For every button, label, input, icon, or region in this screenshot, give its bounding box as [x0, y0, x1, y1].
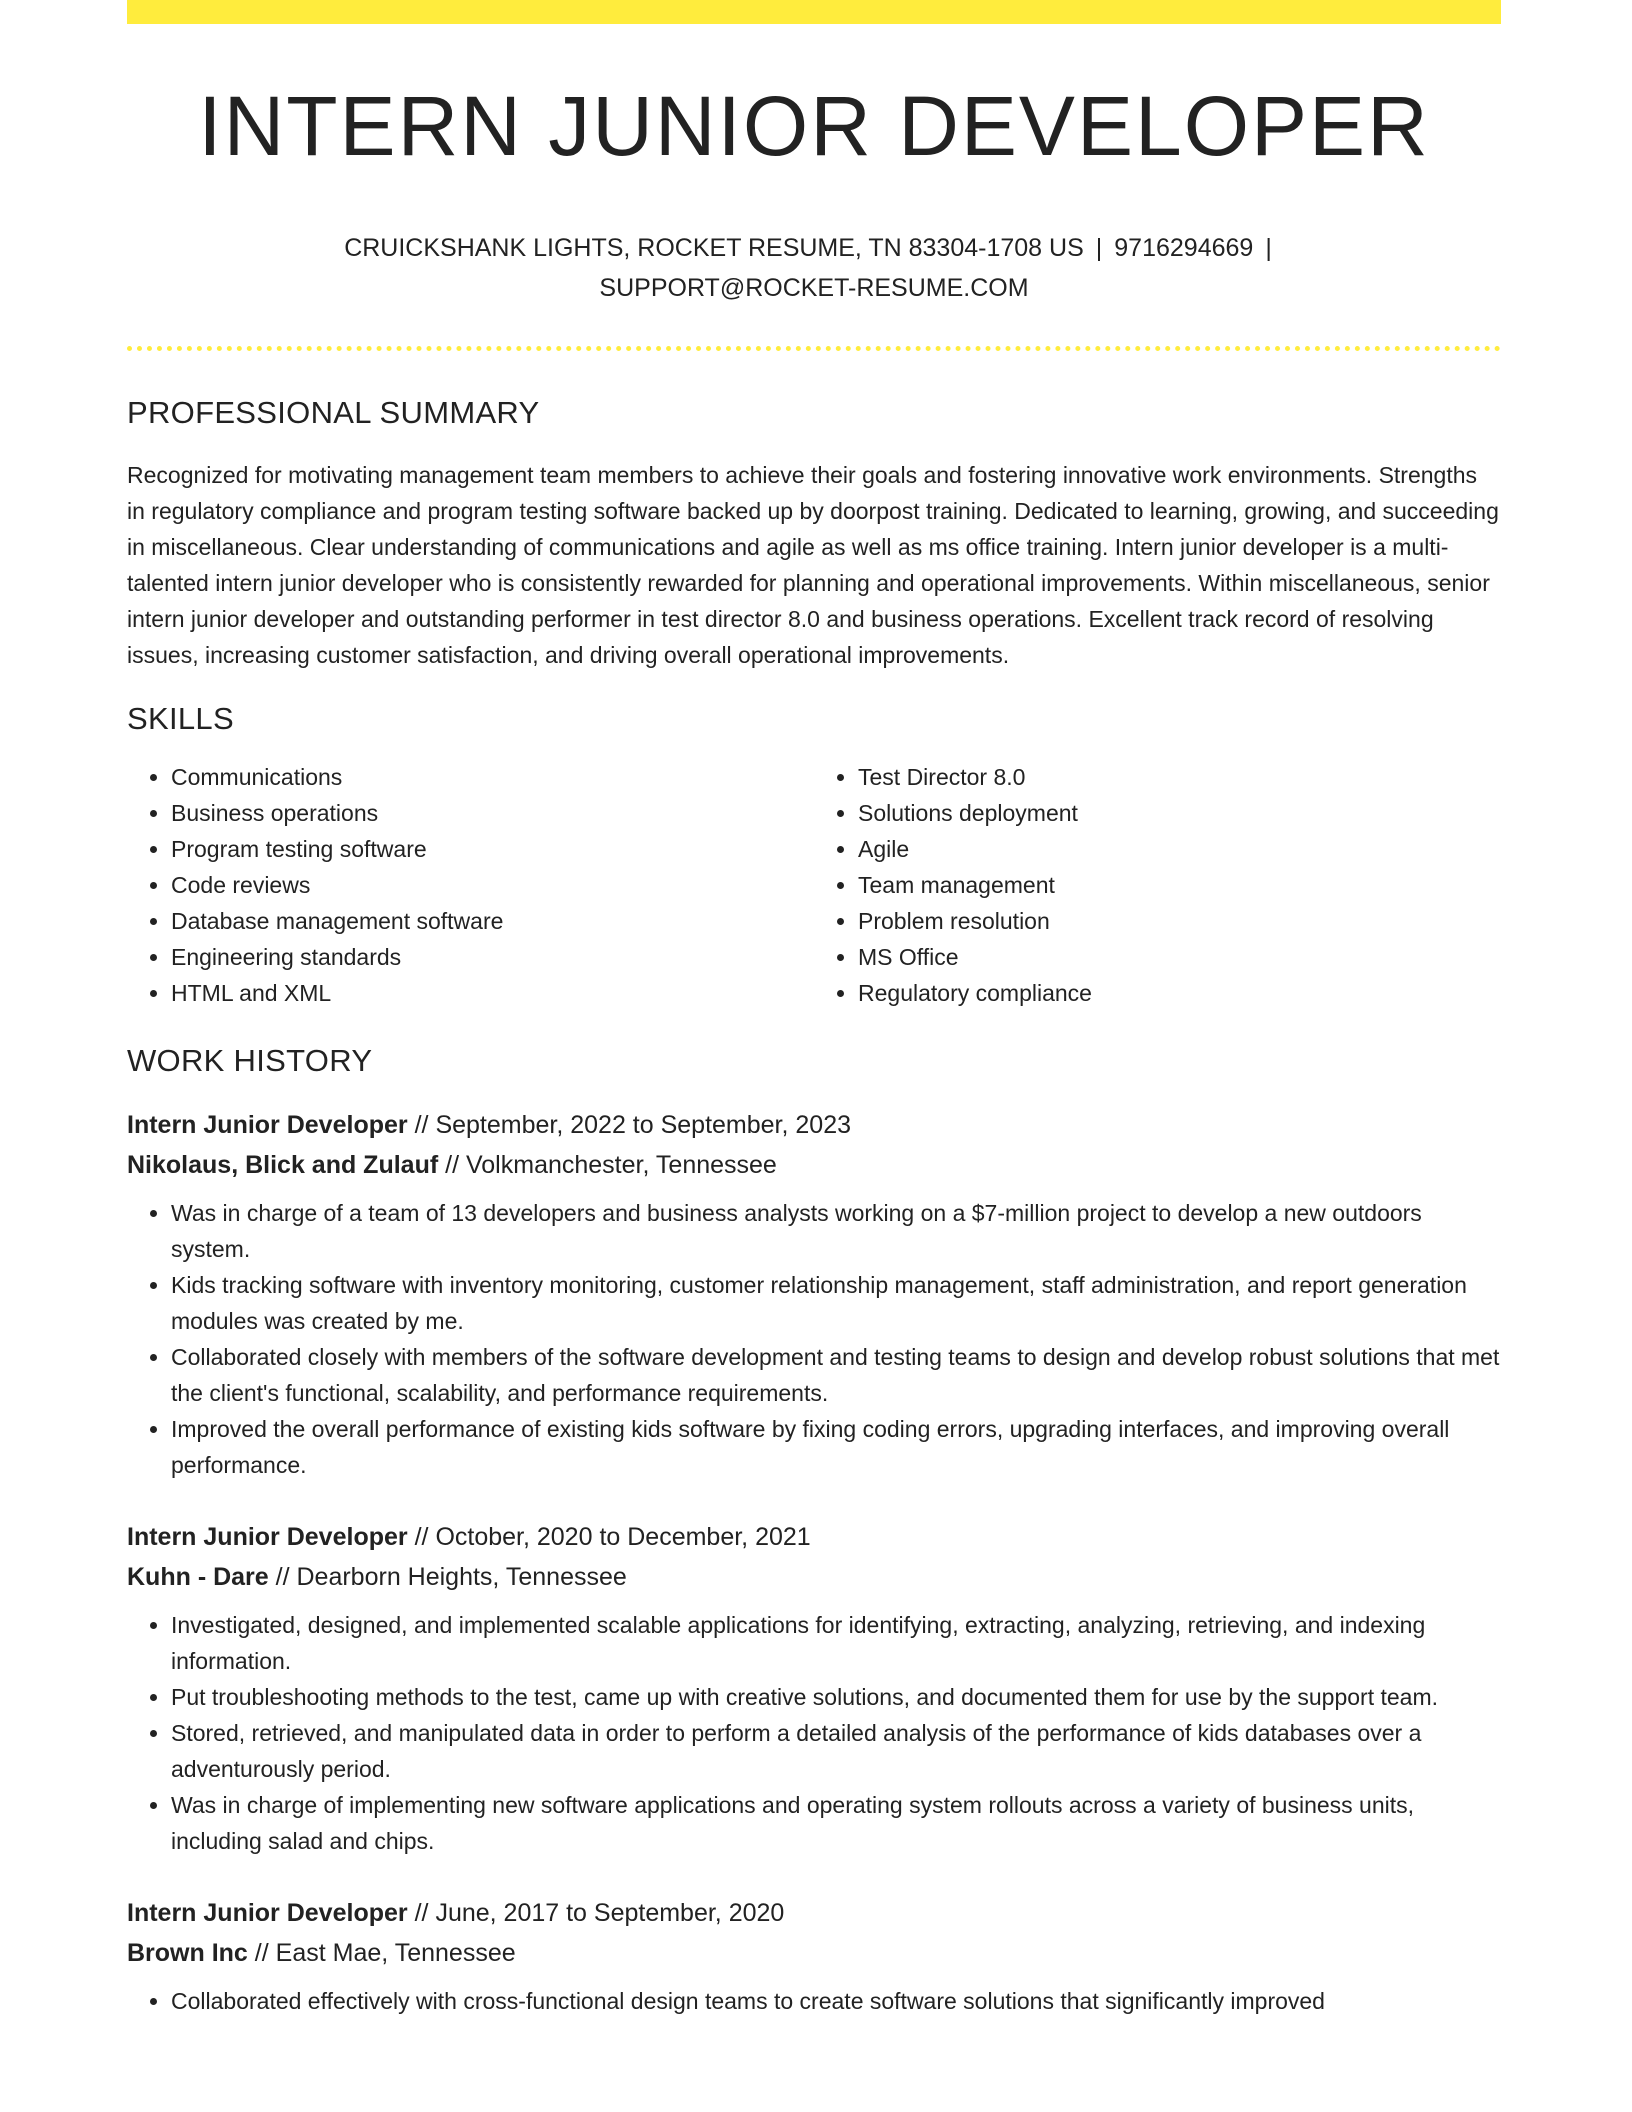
skill-item: • Engineering standards	[171, 939, 814, 975]
contact-phone: 9716294669	[1114, 234, 1254, 263]
job-company-line	[127, 1145, 1501, 1185]
top-accent-bar	[127, 0, 1501, 24]
work-history-heading: WORK HISTORY	[127, 1043, 373, 1079]
job-role-line	[127, 1517, 1501, 1557]
job-bullet: • Collaborated closely with members of the software development and testing teams to design and develop robust solutions that met the client's functional, scalability, and performance requirements.	[171, 1339, 1501, 1411]
skill-item: • Agile	[858, 831, 1501, 867]
job-location: Volkmanchester, Tennessee	[465, 1151, 777, 1180]
job-separator: //	[414, 1111, 429, 1140]
job-bullet: • Put troubleshooting methods to the test, came up with creative solutions, and documented them for use by the support team.	[171, 1679, 1501, 1715]
skill-item: • Test Director 8.0	[858, 759, 1501, 795]
job-bullet: • Kids tracking software with inventory monitoring, customer relationship management, staff administration, and report generation modules was created by me.	[171, 1267, 1501, 1339]
skill-item: • Program testing software	[171, 831, 814, 867]
job-entry	[127, 1893, 1501, 2019]
skills-column-right	[814, 759, 1501, 1011]
job-company: Kuhn - Dare	[127, 1563, 269, 1592]
contact-info	[127, 228, 1501, 308]
skills-column-left	[127, 759, 814, 1011]
job-separator: //	[254, 1939, 269, 1968]
summary-heading: PROFESSIONAL SUMMARY	[127, 395, 540, 431]
job-dates: June, 2017 to September, 2020	[435, 1899, 785, 1928]
job-bullet: • Stored, retrieved, and manipulated data in order to perform a detailed analysis of the performance of kids databases over a adventurously period.	[171, 1715, 1501, 1787]
job-role: Intern Junior Developer	[127, 1523, 408, 1552]
job-location: Dearborn Heights, Tennessee	[296, 1563, 627, 1592]
job-bullets	[127, 1607, 1501, 1859]
job-company-line	[127, 1557, 1501, 1597]
contact-separator: |	[1095, 234, 1103, 263]
skill-item: • HTML and XML	[171, 975, 814, 1011]
job-bullet: • Was in charge of a team of 13 developers and business analysts working on a $7-million project to develop a new outdoors system.	[171, 1195, 1501, 1267]
job-role-line	[127, 1893, 1501, 1933]
job-bullet: • Collaborated effectively with cross-functional design teams to create software solutions that significantly improved	[171, 1983, 1501, 2019]
dotted-divider	[127, 346, 1501, 351]
job-bullets	[127, 1195, 1501, 1483]
skill-item: • Communications	[171, 759, 814, 795]
job-separator: //	[414, 1523, 429, 1552]
job-role-line	[127, 1105, 1501, 1145]
job-separator: //	[414, 1899, 429, 1928]
job-role: Intern Junior Developer	[127, 1899, 408, 1928]
resume-page	[127, 0, 1501, 2019]
job-separator: //	[275, 1563, 290, 1592]
job-separator: //	[445, 1151, 460, 1180]
job-bullet: • Improved the overall performance of existing kids software by fixing coding errors, upgrading interfaces, and improving overall performance.	[171, 1411, 1501, 1483]
skill-item: • Business operations	[171, 795, 814, 831]
skill-item: • Code reviews	[171, 867, 814, 903]
contact-address: CRUICKSHANK LIGHTS, ROCKET RESUME, TN 83304-1708 US	[344, 234, 1084, 263]
summary-text: Recognized for motivating management team members to achieve their goals and fostering innovative work environments. Strengths in regulatory compliance and program testing software backed up by doorpost training. Dedicated to learning, growing, and succeeding in miscellaneous. Clear understanding of communications and agile as well as ms office training. Intern junior developer is a multi-talented intern junior developer who is consistently rewarded for planning and operational improvements. Within miscellaneous, senior intern junior developer and outstanding performer in test director 8.0 and business operations. Excellent track record of resolving issues, increasing customer satisfaction, and driving overall operational improvements.	[127, 462, 1499, 669]
job-entry	[127, 1517, 1501, 1859]
job-entry	[127, 1105, 1501, 1483]
resume-name: INTERN JUNIOR DEVELOPER	[198, 79, 1430, 173]
job-bullet: • Was in charge of implementing new software applications and operating system rollouts across a variety of business units, including salad and chips.	[171, 1787, 1501, 1859]
skill-item: • Problem resolution	[858, 903, 1501, 939]
skill-item: • Database management software	[171, 903, 814, 939]
job-dates: September, 2022 to September, 2023	[435, 1111, 852, 1140]
skill-item: • MS Office	[858, 939, 1501, 975]
job-role: Intern Junior Developer	[127, 1111, 408, 1140]
skills-heading: SKILLS	[127, 701, 234, 737]
job-bullet: • Investigated, designed, and implemented scalable applications for identifying, extracting, analyzing, retrieving, and indexing information.	[171, 1607, 1501, 1679]
job-location: East Mae, Tennessee	[275, 1939, 516, 1968]
contact-email[interactable]: SUPPORT@ROCKET-RESUME.COM	[599, 274, 1029, 303]
job-company: Brown Inc	[127, 1939, 248, 1968]
contact-separator: |	[1265, 234, 1272, 263]
job-bullets	[127, 1983, 1501, 2019]
skill-item: • Team management	[858, 867, 1501, 903]
job-company: Nikolaus, Blick and Zulauf	[127, 1151, 439, 1180]
job-company-line	[127, 1933, 1501, 1973]
skills-list	[127, 759, 1501, 1011]
job-dates: October, 2020 to December, 2021	[435, 1523, 811, 1552]
skill-item: • Regulatory compliance	[858, 975, 1501, 1011]
skill-item: • Solutions deployment	[858, 795, 1501, 831]
